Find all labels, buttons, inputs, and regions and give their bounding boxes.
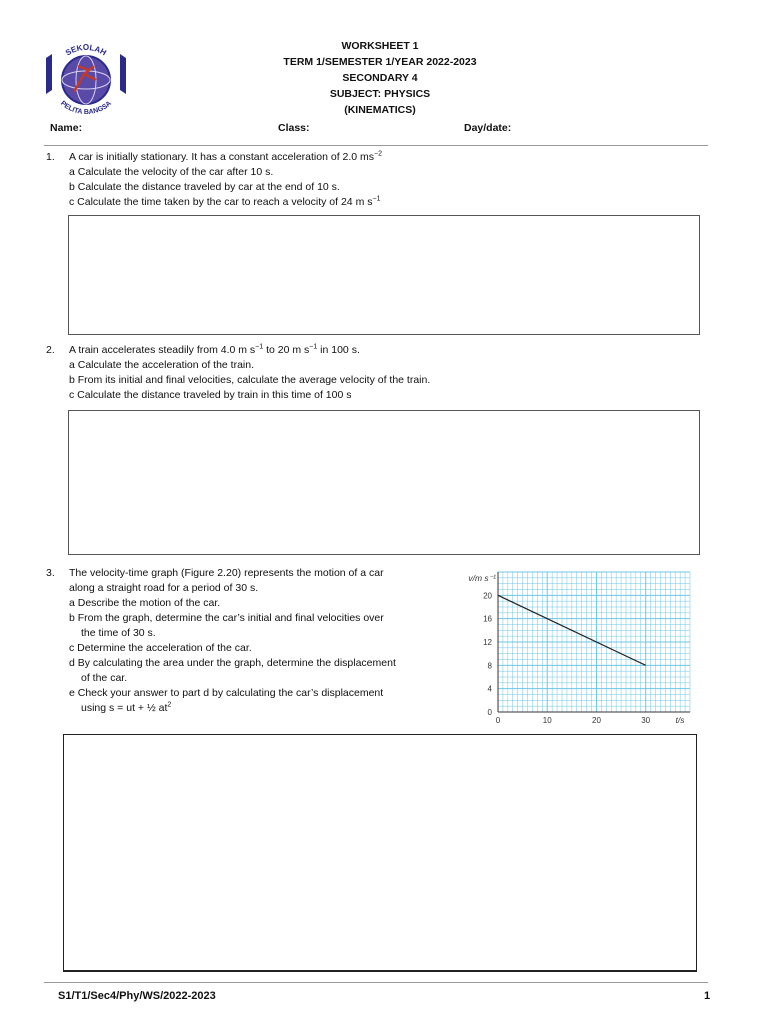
question-3-part-b-line-2: the time of 30 s. <box>81 627 156 639</box>
header-divider <box>44 145 708 146</box>
y-tick-label: 12 <box>483 638 492 647</box>
answer-box-2[interactable] <box>68 410 700 555</box>
name-label: Name: <box>50 122 83 134</box>
header-subject: SUBJECT: PHYSICS <box>329 88 431 100</box>
question-3-part-c: c Determine the acceleration of the car. <box>69 642 252 654</box>
question-1-stem: A car is initially stationary. It has a constant acceleration of 2.0 $ms^{-2}$ <box>69 150 383 163</box>
x-tick-label: 30 <box>641 716 651 725</box>
question-2-number: 2. <box>46 344 55 356</box>
answer-box-1[interactable] <box>68 215 700 335</box>
y-tick-label: 20 <box>483 591 492 601</box>
question-1 <box>0 150 768 210</box>
header-title: WORKSHEET 1 <box>341 40 419 52</box>
x-axis-label: t/s <box>675 715 685 725</box>
question-3-number: 3. <box>46 567 55 579</box>
x-tick-label: 10 <box>542 716 552 725</box>
question-3-part-d-line-1: d By calculating the area under the graph, determine the displacement <box>69 657 396 669</box>
question-3-part-d-line-2: of the car. <box>81 672 128 684</box>
school-logo <box>44 40 128 118</box>
velocity-time-chart <box>450 566 710 734</box>
header-level: SECONDARY 4 <box>342 72 418 84</box>
header-term: TERM 1/SEMESTER 1/YEAR 2022-2023 <box>283 56 477 68</box>
footer-code: S1/T1/Sec4/Phy/WS/2022-2023 <box>58 990 216 1002</box>
y-tick-label: 8 <box>487 661 492 671</box>
question-1-number: 1. <box>46 151 55 163</box>
school-logo-emblem <box>44 40 128 118</box>
question-2-part-b: b From its initial and final velocities, calculate the average velocity of the train. <box>69 374 431 386</box>
daydate-label: Day/date: <box>464 122 512 134</box>
question-3-part-a: a Describe the motion of the car. <box>69 597 221 609</box>
question-3-stem-line-2: along a straight road for a period of 30 s. <box>69 582 259 594</box>
class-label: Class: <box>278 122 310 134</box>
page-number: 1 <box>704 990 711 1002</box>
question-3-stem-line-1: The velocity-time graph (Figure 2.20) represents the motion of a car <box>69 567 384 579</box>
y-tick-label: 0 <box>487 708 492 717</box>
question-1-part-b: b Calculate the distance traveled by car at the end of 10 s. <box>69 181 340 193</box>
question-2-part-c: c Calculate the distance traveled by train in this time of 100 s <box>69 389 352 401</box>
question-3-part-e-line-1: e Check your answer to part d by calculating the car’s displacement <box>69 687 384 699</box>
question-3 <box>0 566 450 716</box>
velocity-time-graph <box>450 566 710 734</box>
chart-grid <box>498 572 690 712</box>
question-3-part-e-line-2: using s = ut + ½ $at^2$ <box>81 701 172 714</box>
x-tick-label: 20 <box>592 716 601 725</box>
question-3-part-b-line-1: b From the graph, determine the car’s initial and final velocities over <box>69 612 384 624</box>
x-tick-label: 0 <box>495 716 501 725</box>
question-1-part-a: a Calculate the velocity of the car after 10 s. <box>69 166 274 178</box>
worksheet-header <box>200 38 560 118</box>
y-tick-label: 4 <box>487 684 492 694</box>
y-tick-label: 16 <box>483 614 492 624</box>
header-topic: (KINEMATICS) <box>344 104 416 116</box>
question-2 <box>0 343 768 403</box>
question-2-part-a: a Calculate the acceleration of the train. <box>69 359 255 371</box>
question-1-part-c: c Calculate the time taken by the car to reach a velocity of 24 m $s^{-1}$ <box>69 195 381 208</box>
logo-bottom-text: PELITA BANGSA <box>59 100 113 117</box>
logo-top-text: SEKOLAH <box>64 42 108 58</box>
answer-box-3[interactable] <box>63 734 697 972</box>
footer-divider <box>44 982 708 983</box>
question-2-stem: A train accelerates steadily from 4.0 m $s^{-1}$ to 20 m $s^{-1}$ in 100 s. <box>69 343 360 356</box>
y-axis-label: v/m s⁻¹ <box>468 573 496 583</box>
